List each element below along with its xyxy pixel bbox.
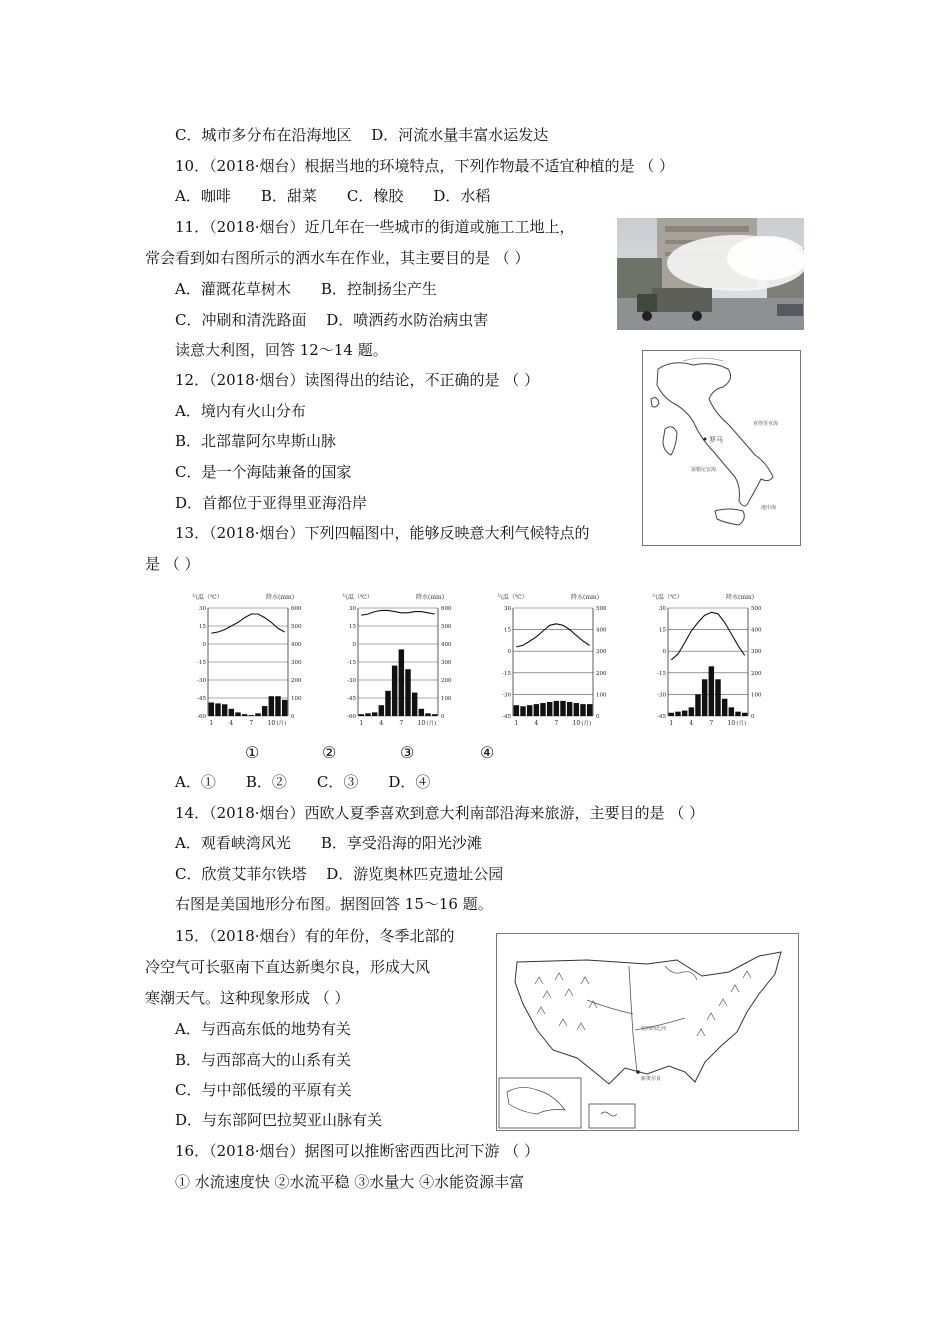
chart-label-2: ② <box>322 743 337 762</box>
climate-chart-2 <box>340 590 465 735</box>
chart-label-4: ④ <box>480 743 495 762</box>
precipitation-bar <box>392 666 397 716</box>
options-14-ab: A．观看峡湾风光 B．享受沿海的阳光沙滩 <box>175 834 482 852</box>
precipitation-bar <box>359 714 364 716</box>
temp-tick-label: -30 <box>347 678 356 684</box>
options-11-ab: A．灌溉花草树木 B．控制扬尘产生 <box>175 280 437 298</box>
precipitation-bar <box>372 712 377 716</box>
precip-tick-label: 200 <box>596 670 607 677</box>
temperature-line <box>516 624 589 647</box>
temp-tick-label: 0 <box>352 642 356 648</box>
month-tick-label: 4 <box>379 720 384 727</box>
month-tick-label: 1 <box>359 720 364 727</box>
temp-tick-label: -45 <box>502 714 511 720</box>
italy-intro: 读意大利图，回答 12～14 题。 <box>175 341 388 359</box>
month-tick-label: 1 <box>669 720 674 727</box>
italy-label-rome: 罗马 <box>709 436 723 444</box>
question-10: 10．（2018·烟台）根据当地的环境特点，下列作物最不适宜种植的是 （ ） <box>175 157 675 175</box>
precipitation-bar <box>432 714 437 716</box>
option-12a: A．境内有火山分布 <box>175 402 306 420</box>
precipitation-bar <box>215 703 220 716</box>
option-9c-9d: C．城市多分布在沿海地区 D．河流水量丰富水运发达 <box>175 126 549 144</box>
precip-tick-label: 500 <box>291 624 302 630</box>
temp-tick-label: -60 <box>347 714 356 720</box>
temp-tick-label: 0 <box>202 642 206 648</box>
option-12c: C．是一个海陆兼备的国家 <box>175 463 352 481</box>
axis-label-precipitation: 降水(mm) <box>266 594 295 601</box>
precip-tick-label: 200 <box>751 670 762 677</box>
precipitation-bar <box>560 701 565 716</box>
precipitation-bar <box>275 696 280 716</box>
precip-tick-label: 0 <box>291 714 295 720</box>
month-tick-label: 1 <box>514 720 519 727</box>
month-tick-label: 4 <box>534 720 539 727</box>
temp-tick-label: 0 <box>662 649 666 656</box>
italy-label-adriatic: 亚得里亚海 <box>753 421 779 427</box>
precipitation-bar <box>587 704 592 716</box>
precipitation-bar <box>695 694 700 716</box>
temp-tick-label: 30 <box>199 606 206 612</box>
precipitation-bar <box>735 712 740 716</box>
precipitation-bar <box>379 705 384 716</box>
month-tick-label: 7 <box>399 720 404 727</box>
temp-tick-label: -15 <box>347 660 356 666</box>
precipitation-bar <box>682 711 687 716</box>
italy-label-mediterranean: 地中海 <box>761 505 777 511</box>
options-16: ① 水流速度快 ②水流平稳 ③水量大 ④水能资源丰富 <box>175 1173 525 1191</box>
question-15-line2: 冷空气可长驱南下直达新奥尔良，形成大风 <box>145 958 431 976</box>
temperature-line <box>671 612 744 660</box>
precipitation-bar <box>242 714 247 716</box>
question-16: 16．（2018·烟台）据图可以推断密西西比河下游 （ ） <box>175 1142 540 1160</box>
axis-label-temperature: 气温（℃） <box>497 594 528 601</box>
temp-tick-label: -45 <box>657 714 666 720</box>
axis-label-precipitation: 降水(mm) <box>571 594 600 601</box>
italy-label-tyrrhenian: 第勒尼安海 <box>691 467 717 473</box>
precipitation-bar <box>412 693 417 716</box>
precipitation-bar <box>675 712 680 716</box>
temp-tick-label: -30 <box>502 692 511 699</box>
precipitation-bar <box>235 712 240 716</box>
precipitation-bar <box>722 699 727 716</box>
option-15a: A．与西高东低的地势有关 <box>175 1020 351 1038</box>
options-13: A．① B．② C．③ D．④ <box>175 773 431 791</box>
climate-chart-1 <box>190 590 315 735</box>
question-12: 12．（2018·烟台）读图得出的结论，不正确的是 （ ） <box>175 371 540 389</box>
axis-label-precipitation: 降水(mm) <box>416 594 445 601</box>
axis-label-temperature: 气温（℃） <box>192 594 223 601</box>
precip-tick-label: 300 <box>291 660 302 666</box>
month-tick-label: 7 <box>249 720 254 727</box>
precip-tick-label: 200 <box>441 678 452 684</box>
precipitation-bar <box>742 713 747 716</box>
month-tick-label: 10 <box>267 720 276 727</box>
temp-tick-label: -30 <box>657 692 666 699</box>
chart-label-1: ① <box>245 743 260 762</box>
month-unit-label: (月) <box>581 721 592 727</box>
precipitation-bar <box>262 706 267 716</box>
precip-tick-label: 100 <box>291 696 302 702</box>
precipitation-bar <box>669 713 674 716</box>
precipitation-bar <box>729 707 734 716</box>
month-tick-label: 7 <box>554 720 559 727</box>
temp-tick-label: 15 <box>349 624 356 630</box>
precipitation-bar <box>405 669 410 716</box>
precip-tick-label: 400 <box>291 642 302 648</box>
question-14: 14．（2018·烟台）西欧人夏季喜欢到意大利南部沿海来旅游，主要目的是 （ ） <box>175 804 705 822</box>
usa-intro: 右图是美国地形分布图。据图回答 15～16 题。 <box>175 895 493 913</box>
precipitation-bar <box>209 703 214 717</box>
precip-tick-label: 600 <box>441 606 452 612</box>
precipitation-bar <box>514 705 519 716</box>
question-13-line2: 是 （ ） <box>145 555 200 573</box>
italy-map <box>642 350 801 546</box>
precip-tick-label: 100 <box>441 696 452 702</box>
options-14-cd: C．欣赏艾菲尔铁塔 D．游览奥林匹克遗址公园 <box>175 865 504 883</box>
temp-tick-label: 15 <box>659 627 666 634</box>
precipitation-bar <box>282 700 287 716</box>
temp-tick-label: -30 <box>197 678 206 684</box>
temp-tick-label: 30 <box>659 606 666 612</box>
precip-tick-label: 300 <box>441 660 452 666</box>
temp-tick-label: 15 <box>504 627 511 634</box>
precip-tick-label: 400 <box>441 642 452 648</box>
precipitation-bar <box>520 706 525 716</box>
month-unit-label: (月) <box>276 721 287 727</box>
sprinkler-truck-photo <box>617 218 804 330</box>
month-unit-label: (月) <box>736 721 747 727</box>
precipitation-bar <box>222 704 227 716</box>
precipitation-bar <box>249 715 254 716</box>
month-tick-label: 10 <box>572 720 581 727</box>
precip-tick-label: 600 <box>291 606 302 612</box>
precip-tick-label: 500 <box>441 624 452 630</box>
question-11-line1: 11．（2018·烟台）近几年在一些城市的街道或施工工地上， <box>175 218 575 236</box>
temp-tick-label: -60 <box>197 714 206 720</box>
options-10: A．咖啡 B．甜菜 C．橡胶 D．水稻 <box>175 187 491 205</box>
precipitation-bar <box>540 703 545 716</box>
month-tick-label: 4 <box>689 720 694 727</box>
precipitation-bar <box>255 713 260 716</box>
precipitation-bar <box>567 702 572 716</box>
precipitation-bar <box>419 709 424 716</box>
precipitation-bar <box>527 705 532 716</box>
precip-tick-label: 400 <box>596 627 607 634</box>
precip-tick-label: 200 <box>291 678 302 684</box>
option-15d: D．与东部阿巴拉契亚山脉有关 <box>175 1111 383 1129</box>
temp-tick-label: 30 <box>349 606 356 612</box>
precipitation-bar <box>580 704 585 716</box>
option-15b: B．与西部高大的山系有关 <box>175 1051 352 1069</box>
month-tick-label: 1 <box>209 720 214 727</box>
temp-tick-label: 15 <box>199 624 206 630</box>
chart-label-3: ③ <box>400 743 415 762</box>
question-11-line2: 常会看到如右图所示的洒水车在作业，其主要目的是 （ ） <box>145 249 530 267</box>
precip-tick-label: 0 <box>441 714 445 720</box>
precip-tick-label: 100 <box>751 692 762 699</box>
month-tick-label: 4 <box>229 720 234 727</box>
temp-tick-label: 0 <box>507 649 511 656</box>
precipitation-bar <box>689 707 694 716</box>
precipitation-bar <box>229 709 234 716</box>
precip-tick-label: 300 <box>596 649 607 656</box>
usa-terrain-map <box>496 933 799 1131</box>
option-12d: D．首都位于亚得里亚海沿岸 <box>175 494 368 512</box>
climate-chart-4 <box>650 590 775 735</box>
precipitation-bar <box>365 713 370 716</box>
precipitation-bar <box>715 679 720 716</box>
precip-tick-label: 0 <box>596 714 600 720</box>
precipitation-bar <box>534 704 539 716</box>
axis-label-temperature: 气温（℃） <box>652 594 683 601</box>
precipitation-bar <box>574 703 579 716</box>
axis-label-precipitation: 降水(mm) <box>726 594 755 601</box>
precipitation-bar <box>547 702 552 716</box>
precipitation-bar <box>702 679 707 716</box>
option-15c: C．与中部低缓的平原有关 <box>175 1081 352 1099</box>
precip-tick-label: 300 <box>751 649 762 656</box>
temp-tick-label: -15 <box>197 660 206 666</box>
temp-tick-label: -45 <box>347 696 356 702</box>
temp-tick-label: 30 <box>504 606 511 612</box>
temperature-line <box>361 610 434 615</box>
precipitation-bar <box>425 713 430 716</box>
precip-tick-label: 500 <box>596 606 607 612</box>
precipitation-bar <box>385 691 390 716</box>
climate-chart-3 <box>495 590 620 735</box>
temperature-line <box>211 614 284 633</box>
month-tick-label: 7 <box>709 720 714 727</box>
question-13-line1: 13．（2018·烟台）下列四幅图中，能够反映意大利气候特点的 <box>175 524 590 542</box>
axis-label-temperature: 气温（℃） <box>342 594 373 601</box>
usa-label-mississippi: 密西西比河 <box>641 1026 667 1032</box>
temp-tick-label: -45 <box>197 696 206 702</box>
precipitation-bar <box>554 701 559 716</box>
month-tick-label: 10 <box>417 720 426 727</box>
question-15-line3: 寒潮天气。这种现象形成 （ ） <box>145 989 350 1007</box>
month-tick-label: 10 <box>727 720 736 727</box>
temp-tick-label: -15 <box>657 670 666 677</box>
month-unit-label: (月) <box>426 721 437 727</box>
temp-tick-label: -15 <box>502 670 511 677</box>
precip-tick-label: 400 <box>751 627 762 634</box>
precip-tick-label: 0 <box>751 714 755 720</box>
precipitation-bar <box>399 649 404 716</box>
options-11-cd: C．冲刷和清洗路面 D．喷洒药水防治病虫害 <box>175 311 489 329</box>
question-15-line1: 15．（2018·烟台）有的年份，冬季北部的 <box>175 927 455 945</box>
precip-tick-label: 500 <box>751 606 762 612</box>
usa-label-new-orleans: 新奥尔良 <box>641 1076 662 1082</box>
precipitation-bar <box>709 666 714 716</box>
precipitation-bar <box>269 696 274 716</box>
precip-tick-label: 100 <box>596 692 607 699</box>
option-12b: B．北部靠阿尔卑斯山脉 <box>175 432 337 450</box>
